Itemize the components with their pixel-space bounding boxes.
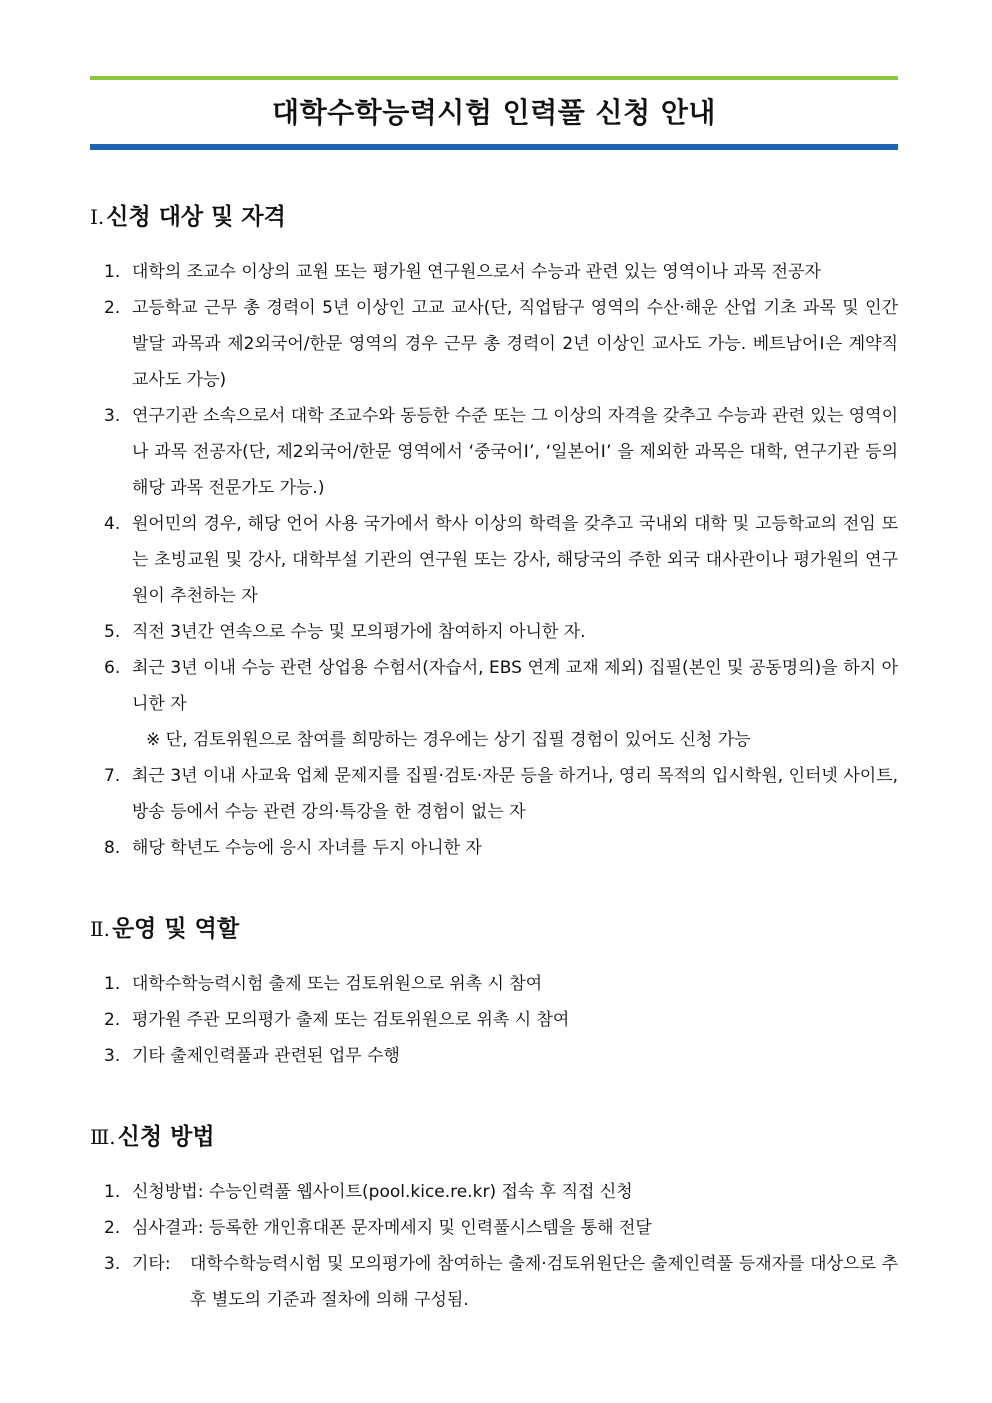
- list-item: [104, 398, 898, 506]
- eligibility-list: [90, 254, 898, 866]
- item-text: 평가원 주관 모의평가 출제 또는 검토위원으로 위촉 시 참여: [132, 1010, 570, 1030]
- list-item: [104, 1174, 898, 1210]
- item-text: 대학수학능력시험 출제 또는 검토위원으로 위촉 시 참여: [132, 974, 543, 994]
- section-title: 신청 방법: [117, 1124, 215, 1150]
- item-text: 해당 학년도 수능에 응시 자녀를 두지 아니한 자: [132, 838, 482, 858]
- item-number: 3.: [104, 406, 121, 426]
- list-item: [104, 1246, 898, 1318]
- section-eligibility: [90, 202, 898, 866]
- item-number: 3.: [104, 1046, 121, 1066]
- list-item: [104, 830, 898, 866]
- section-operation: [90, 914, 898, 1074]
- item-text: 원어민의 경우, 해당 언어 사용 국가에서 학사 이상의 학력을 갖추고 국내외 대학 및 고등학교의 전임 또는 초빙교원 및 강사, 대학부설 기관의 연구원 또는 강사, 해당국의 주한 외국 대사관이나 평가원의 연구원이 추천하는 자: [132, 514, 898, 606]
- list-item: [104, 506, 898, 614]
- item-number: 2.: [104, 298, 121, 318]
- item-number: 3.: [104, 1254, 121, 1274]
- item-number: 8.: [104, 838, 121, 858]
- section-application: [90, 1122, 898, 1318]
- section-heading: [90, 1122, 898, 1152]
- exception-note: ※ 단, 검토위원으로 참여를 희망하는 경우에는 상기 집필 경험이 있어도 신청 가능: [146, 730, 751, 750]
- list-item: [104, 758, 898, 830]
- section-heading: [90, 202, 898, 232]
- document-page: [90, 76, 898, 1318]
- item-text: 대학의 조교수 이상의 교원 또는 평가원 연구원으로서 수능과 관련 있는 영역이나 과목 전공자: [132, 262, 821, 282]
- item-number: 6.: [104, 658, 121, 678]
- application-list: [90, 1174, 898, 1318]
- list-item: [104, 614, 898, 650]
- role-list: [90, 966, 898, 1074]
- item-number: 5.: [104, 622, 121, 642]
- item-text: 고등학교 근무 총 경력이 5년 이상인 고교 교사(단, 직업탐구 영역의 수산·해운 산업 기초 과목 및 인간 발달 과목과 제2외국어/한문 영역의 경우 근무 총 경력이 2년 이상인 교사도 가능. 베트남어Ⅰ은 계약직 교사도 가능): [132, 298, 898, 390]
- item-number: 7.: [104, 766, 121, 786]
- list-item: [104, 650, 898, 722]
- item-number: 1.: [104, 974, 121, 994]
- item-text: 최근 3년 이내 수능 관련 상업용 수험서(자습서, EBS 연계 교재 제외) 집필(본인 및 공동명의)을 하지 아니한 자: [132, 658, 898, 714]
- section-title: 운영 및 역할: [111, 916, 240, 942]
- section-heading: [90, 914, 898, 944]
- list-item: [104, 290, 898, 398]
- title-bottom-rule: [90, 144, 898, 150]
- item-number: 4.: [104, 514, 121, 534]
- list-item: [104, 254, 898, 290]
- item-text: 기타 출제인력풀과 관련된 업무 수행: [132, 1046, 400, 1066]
- list-item: [104, 1002, 898, 1038]
- list-item: [104, 1210, 898, 1246]
- item-text: 연구기관 소속으로서 대학 조교수와 동등한 수준 또는 그 이상의 자격을 갖추고 수능과 관련 있는 영역이나 과목 전공자(단, 제2외국어/한문 영역에서 ‘중국어Ⅰ’, ‘일본어Ⅰ’ 을 제외한 과목은 대학, 연구기관 등의 해당 과목 전문가도 가능.): [132, 406, 898, 498]
- item-text: 대학수학능력시험 및 모의평가에 참여하는 출제·검토위원단은 출제인력풀 등재자를 대상으로 추후 별도의 기준과 절차에 의해 구성됨.: [190, 1254, 898, 1310]
- list-item: [104, 1038, 898, 1074]
- item-text: 심사결과: 등록한 개인휴대폰 문자메세지 및 인력풀시스템을 통해 전달: [132, 1218, 652, 1238]
- item-label: 기타:: [132, 1254, 171, 1274]
- section-numeral: Ⅲ.: [90, 1125, 116, 1149]
- section-numeral: Ⅰ.: [90, 205, 105, 229]
- item-text: 직전 3년간 연속으로 수능 및 모의평가에 참여하지 아니한 자.: [132, 622, 586, 642]
- item-number: 2.: [104, 1010, 121, 1030]
- item-number: 2.: [104, 1218, 121, 1238]
- item-text: 최근 3년 이내 사교육 업체 문제지를 집필·검토·자문 등을 하거나, 영리 목적의 입시학원, 인터넷 사이트, 방송 등에서 수능 관련 강의·특강을 한 경험이 없는 자: [132, 766, 898, 822]
- section-title: 신청 대상 및 자격: [106, 204, 286, 230]
- item-text: 신청방법: 수능인력풀 웹사이트(pool.kice.re.kr) 접속 후 직접 신청: [132, 1182, 633, 1202]
- section-numeral: Ⅱ.: [90, 917, 110, 941]
- item-number: 1.: [104, 262, 121, 282]
- document-title: 대학수학능력시험 인력풀 신청 안내: [272, 96, 716, 129]
- list-item: [104, 966, 898, 1002]
- item-number: 1.: [104, 1182, 121, 1202]
